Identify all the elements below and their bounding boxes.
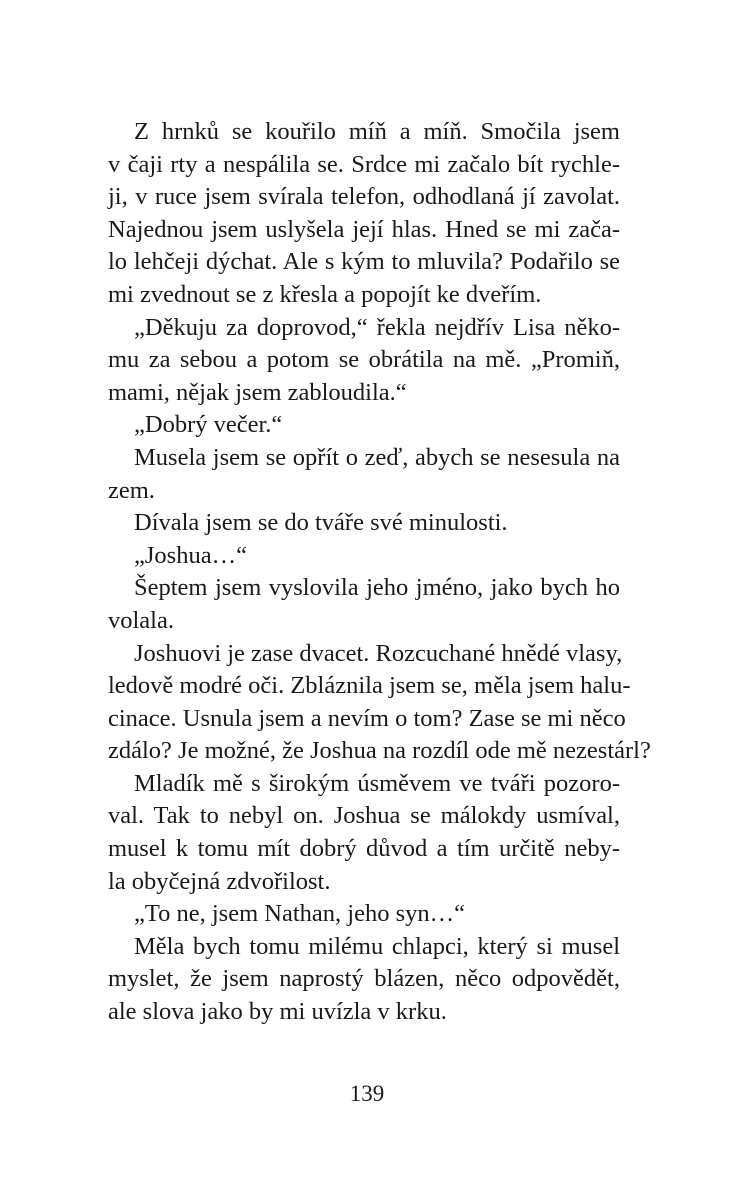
text-line: myslet, že jsem naprostý blázen, něco odpovědět,	[108, 965, 620, 993]
text-line: Musela jsem se opřít o zeď, abych se nesesula na	[134, 443, 620, 471]
text-line: „Joshua…“	[134, 541, 247, 569]
text-line: cinace. Usnula jsem a nevím o tom? Zase se mi něco	[108, 704, 626, 732]
text-line: ale slova jako by mi uvízla v krku.	[108, 998, 447, 1026]
text-line: Dívala jsem se do tváře své minulosti.	[134, 509, 508, 537]
text-line: zdálo? Je možné, že Joshua na rozdíl ode mě nezestárl?	[108, 737, 651, 765]
book-page-text	[108, 116, 651, 1029]
text-line: val. Tak to nebyl on. Joshua se málokdy usmíval,	[108, 802, 620, 830]
text-line: mu za sebou a potom se obrátila na mě. „Promiň,	[108, 346, 620, 374]
text-line: Měla bych tomu milému chlapci, který si musel	[134, 932, 620, 960]
text-line: ledově modré oči. Zbláznila jsem se, měla jsem halu-	[108, 672, 631, 700]
text-line: zem.	[108, 476, 155, 504]
text-line: ji, v ruce jsem svírala telefon, odhodlaná jí zavolat.	[108, 183, 620, 211]
text-line: mami, nějak jsem zabloudila.“	[108, 378, 407, 406]
text-line: v čaji rty a nespálila se. Srdce mi začalo bít rychle-	[108, 150, 620, 178]
text-line: la obyčejná zdvořilost.	[108, 867, 331, 895]
text-line: volala.	[108, 606, 174, 634]
text-line: Mladík mě s širokým úsměvem ve tváři pozoro-	[134, 769, 620, 797]
text-line: „Dobrý večer.“	[134, 411, 283, 439]
text-line: „To ne, jsem Nathan, jeho syn…“	[134, 900, 465, 928]
page-number: 139	[349, 1081, 385, 1106]
text-line: Z hrnků se kouřilo míň a míň. Smočila jsem	[134, 118, 620, 145]
text-line: mi zvednout se z křesla a popojít ke dveřím.	[108, 280, 542, 308]
text-line: „Děkuju za doprovod,“ řekla nejdřív Lisa něko-	[134, 313, 620, 341]
text-line: lo lehčeji dýchat. Ale s kým to mluvila? Podařilo se	[108, 248, 620, 276]
text-line: Šeptem jsem vyslovila jeho jméno, jako bych ho	[134, 574, 620, 602]
text-line: Joshuovi je zase dvacet. Rozcuchané hnědé vlasy,	[134, 639, 623, 667]
text-line: musel k tomu mít dobrý důvod a tím určitě neby-	[108, 835, 620, 863]
text-line: Najednou jsem uslyšela její hlas. Hned se mi zača-	[108, 215, 620, 243]
